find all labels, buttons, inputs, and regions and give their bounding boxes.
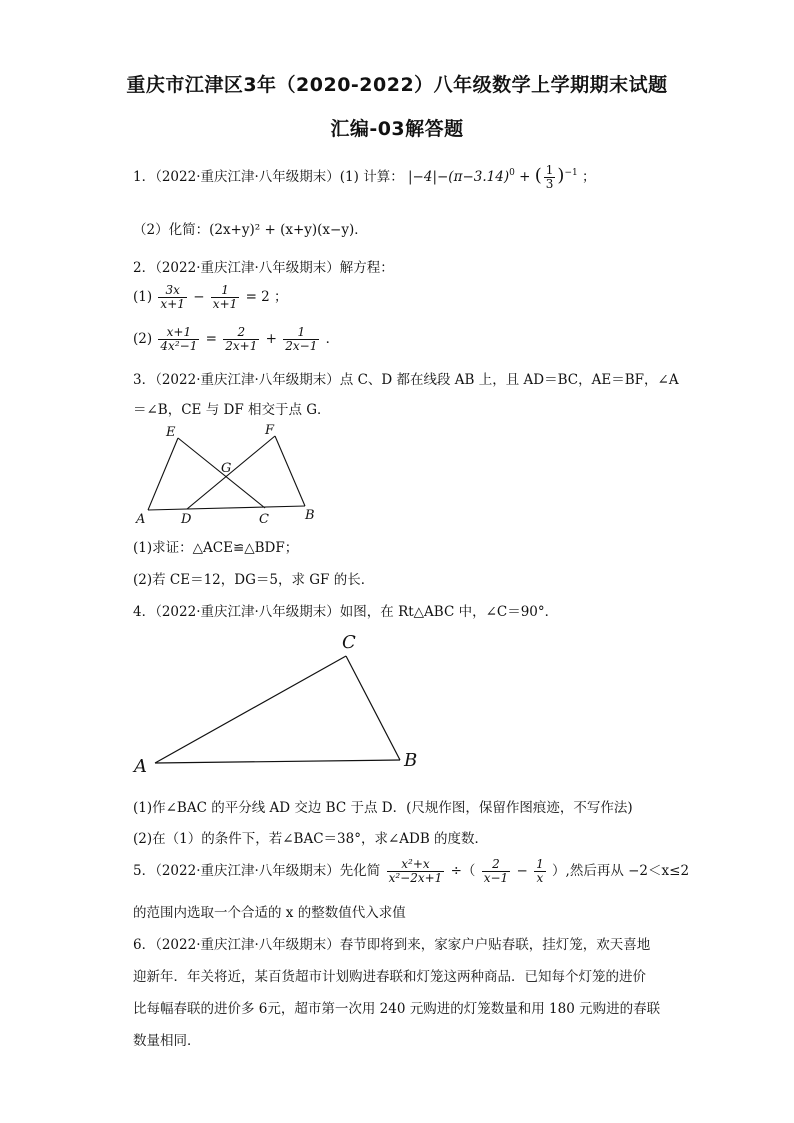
q4-label-b: B	[404, 750, 418, 771]
q2-p2-label: (2)	[133, 331, 153, 347]
q2-p2-f2-num: 2	[223, 326, 259, 340]
question-1-part2: （2）化简：(2x+y)² + (x+y)(x−y)．	[133, 222, 368, 238]
q1-end: ；	[582, 169, 596, 185]
page-title-line1: 重庆市江津区3年（2020-2022）八年级数学上学期期末试题	[126, 74, 668, 96]
question-6-line1: 6．（2022·重庆江津·八年级期末）春节即将到来，家家户户贴春联，挂灯笼，欢天喜地	[133, 937, 651, 953]
question-1-part1: 1．（2022·重庆江津·八年级期末）(1) 计算： $|-4|-(\pi-3.14)^0$ + ( $\frac{1}{3}$ )$^{-1}$ ；	[133, 163, 596, 191]
q4-label-a: A	[134, 756, 147, 776]
q2-p1-f1-num: 3x	[158, 284, 186, 298]
question-2-part2	[133, 326, 339, 353]
q1-exp-neg: −1	[564, 168, 578, 178]
q3-label-e: E	[166, 425, 176, 440]
q2-p2-fraction-2	[223, 326, 259, 353]
q2-p2-f3-den: 2x−1	[285, 339, 318, 353]
question-5-line2: 的范围内选取一个合适的 x 的整数值代入求值	[133, 905, 406, 921]
q2-p1-fraction-2	[211, 284, 239, 311]
q2-p2-fraction-3	[283, 326, 319, 353]
question-6-line3: 比每幅春联的进价多 6元，超市第一次用 240 元购进的灯笼数量和用 180 元购进的春联	[133, 1001, 661, 1017]
q2-p1-f2-num: 1	[211, 284, 239, 298]
q5-f2-num: 2	[482, 858, 510, 872]
q2-p1-rhs: = 2 ；	[245, 289, 288, 305]
q4-side-cb	[346, 656, 400, 760]
q4-side-ac	[155, 656, 346, 763]
q5-minus: −	[516, 863, 528, 879]
q3-figure	[130, 422, 330, 530]
q3-segment-ae	[148, 438, 178, 510]
q5-fraction-1	[387, 858, 445, 885]
q5-f1-num: x²+x	[387, 858, 445, 872]
q3-label-f: F	[265, 423, 275, 438]
q5-f3-num: 1	[536, 857, 544, 871]
q2-p2-f3-num: 1	[283, 326, 319, 340]
q4-figure	[128, 626, 428, 776]
q2-p2-f2-den: 2x+1	[225, 339, 258, 353]
q1-prefix: 1．（2022·重庆江津·八年级期末）(1) 计算：	[133, 169, 404, 185]
q5-suffix: ）,然后再从 −2＜x≤2	[552, 863, 690, 879]
q4-side-ab	[155, 760, 400, 763]
q2-p2-f1-den: 4x²−1	[160, 339, 198, 353]
q3-label-d: D	[181, 512, 192, 527]
q5-f1-den: x²−2x+1	[388, 871, 443, 885]
q1-exp-zero: 0	[509, 168, 515, 178]
q5-prefix: 5．（2022·重庆江津·八年级期末）先化简	[133, 863, 381, 879]
q4-label-c: C	[342, 632, 356, 653]
question-3-line1: 3．（2022·重庆江津·八年级期末）点 C、D 都在线段 AB 上，且 AD＝BC，AE＝BF，∠A	[133, 372, 679, 388]
q3-label-g: G	[221, 461, 232, 476]
q2-p1-minus: −	[193, 289, 205, 305]
question-5-line1	[133, 858, 689, 885]
q2-p2-end: ．	[325, 331, 340, 347]
q2-p1-fraction-1	[158, 284, 186, 311]
q5-fraction-3	[534, 858, 546, 885]
q2-p1-f2-den: x+1	[212, 297, 238, 311]
q3-label-a: A	[136, 512, 146, 527]
q2-p1-f1-den: x+1	[160, 297, 185, 311]
q5-div: ÷（	[450, 863, 476, 879]
q1-fraction	[544, 164, 556, 191]
question-6-line2: 迎新年．年关将近，某百货超市计划购进春联和灯笼这两种商品．已知每个灯笼的进价	[133, 969, 646, 985]
q2-p2-fraction-1	[158, 326, 199, 353]
question-2-part1	[133, 284, 288, 311]
question-3-line2: ＝∠B，CE 与 DF 相交于点 G．	[133, 402, 331, 418]
q1-frac-den: 3	[545, 177, 554, 191]
q3-label-c: C	[259, 512, 269, 527]
q5-fraction-2	[482, 858, 510, 885]
q3-segment-bf	[275, 436, 305, 506]
q1-plus: +	[519, 169, 531, 185]
question-3-sub1: (1)求证：△ACE≌△BDF；	[133, 540, 299, 556]
q2-p2-eq: =	[205, 331, 217, 347]
question-3-sub2: (2)若 CE＝12，DG＝5，求 GF 的长．	[133, 572, 375, 588]
question-2-head: 2．（2022·重庆江津·八年级期末）解方程：	[133, 260, 394, 276]
q2-p2-plus: +	[265, 331, 277, 347]
q3-label-b: B	[305, 508, 315, 523]
q2-p1-label: (1)	[133, 289, 153, 305]
question-4-sub2: (2)在（1）的条件下，若∠BAC＝38°，求∠ADB 的度数．	[133, 831, 489, 847]
q1-frac-num: 1	[545, 163, 554, 177]
q2-p2-f1-num: x+1	[158, 326, 199, 340]
q5-f3-den: x	[536, 871, 544, 885]
q5-f2-den: x−1	[483, 871, 509, 885]
q1-expr: |−4|−(π−3.14)	[408, 169, 510, 185]
question-4-text: 4．（2022·重庆江津·八年级期末）如图，在 Rt△ABC 中，∠C＝90°．	[133, 604, 559, 620]
question-6-line4: 数量相同．	[133, 1033, 201, 1049]
q3-segment-ab	[148, 506, 305, 510]
page-title-line2: 汇编-03解答题	[330, 118, 464, 140]
question-4-sub1: (1)作∠BAC 的平分线 AD 交边 BC 于点 D．(尺规作图，保留作图痕迹，不写作法)	[133, 800, 633, 816]
